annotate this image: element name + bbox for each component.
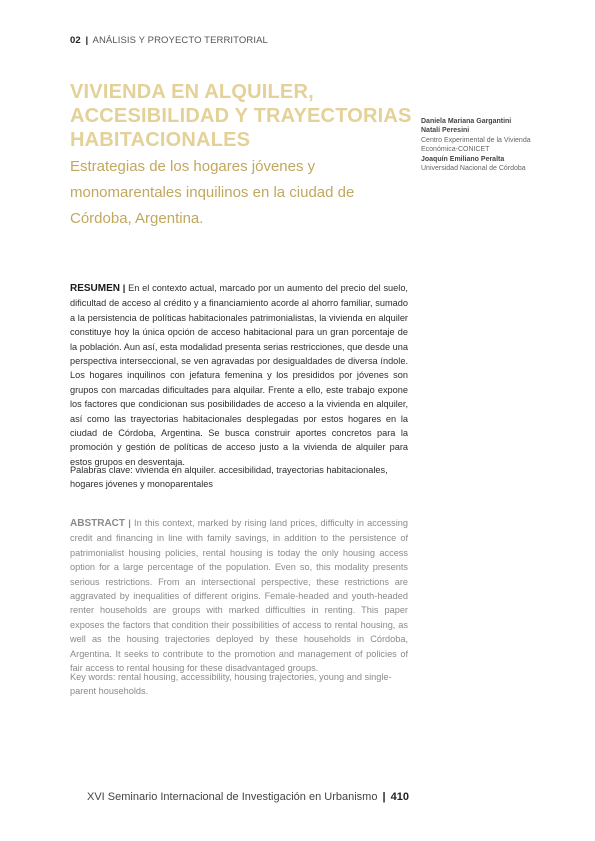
section-title: ANÁLISIS Y PROYECTO TERRITORIAL <box>92 35 268 46</box>
resumen-separator: | <box>122 283 126 293</box>
abstract-paragraph <box>70 516 408 675</box>
footer-seminar: XVI Seminario Internacional de Investigación en Urbanismo <box>87 791 378 803</box>
article-subtitle: Estrategias de los hogares jóvenes y monomarentales inquilinos en la ciudad de Córdoba, Argentina. <box>70 158 355 227</box>
page-footer <box>87 791 409 803</box>
resumen-label: RESUMEN <box>70 283 121 294</box>
author-name: Natalí Peresini <box>421 127 470 135</box>
abstract-separator: | <box>128 518 131 528</box>
author-block <box>421 117 541 173</box>
author-name: Daniela Mariana Gargantini <box>421 118 512 125</box>
header-separator: | <box>85 35 89 46</box>
page-number: 410 <box>390 791 409 803</box>
resumen-paragraph <box>70 281 408 469</box>
key-words: Key words: rental housing, accessibility, housing trajectories, young and single-parent households. <box>70 672 392 697</box>
abstract-label: ABSTRACT <box>70 518 125 529</box>
footer-separator: | <box>382 791 386 803</box>
palabras-clave: Palabras clave: vivienda en alquiler. accesibilidad, trayectorias habitacionales, hogares jóvenes y monoparentales <box>70 465 388 490</box>
section-number: 02 <box>70 35 81 46</box>
author-name: Joaquín Emiliano Peralta <box>421 155 505 163</box>
article-title: VIVIENDA EN ALQUILER, ACCESIBILIDAD Y TRAYECTORIAS HABITACIONALES <box>70 81 412 151</box>
resumen-text: En el contexto actual, marcado por un aumento del precio del suelo, dificultad de acceso al crédito y a financiamiento acorde al ahorro familiar, sumado a la persistencia de políticas habitacionales patrimonialistas, la vivienda en alquiler constituye hoy la única opción de acceso habitacional para un gran porcentaje de la población. Aun así, esta modalidad presenta serias restricciones, que desde una perspectiva interseccional, se ven agravadas por desigualdades de diversa índole. Los hogares inquilinos con jefatura femenina y los presididos por jóvenes son grupos con marcadas dificultades para alquilar. Frente a ello, este trabajo expone los factores que condicionan sus posibilidades de acceso a la vivienda en alquiler, así como las trayectorias habitacionales desplegadas por estos hogares en la ciudad de Córdoba, Argentina. Se busca construir aportes concretos para la promoción y gestión de políticas de acceso justo a la vivienda de alquiler para estos grupos en desventaja. <box>70 283 408 467</box>
running-header <box>70 35 268 46</box>
abstract-text: In this context, marked by rising land prices, difficulty in accessing credit and financing in line with family savings, in addition to the persistence of patrimonialist housing policies, rental housing is today the only housing access option for a large percentage of the population. Even so, this modality presents serious restrictions. From an intersectional perspective, these restrictions are aggravated by inequalities of different origins. Female-headed and youth-headed renter households are groups with marked difficulties in renting. This paper exposes the factors that condition their possibilities of access to rental housing, as well as the housing trajectories deployed by these households in Córdoba, Argentina. It seeks to contribute to the promotion and management of policies of fair access to rental housing for these disadvantaged groups. <box>70 518 408 674</box>
author-affiliation: Centro Experimental de la Vivienda Económica-CONICET <box>421 136 531 154</box>
author-affiliation: Universidad Nacional de Córdoba <box>421 165 526 173</box>
